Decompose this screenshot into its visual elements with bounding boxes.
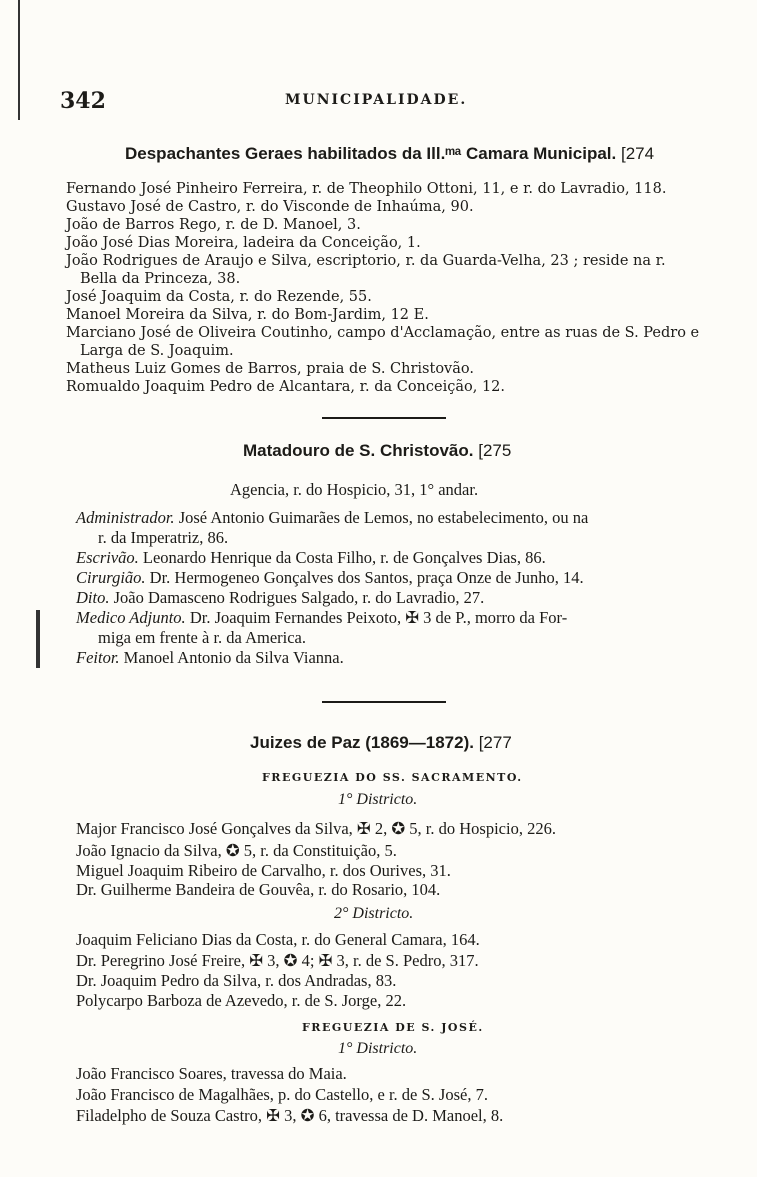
section-number: [274	[620, 144, 655, 163]
section-title	[250, 733, 512, 753]
staff-role: Medico Adjunto.	[76, 608, 186, 627]
staff-text: João Damasceno Rodrigues Salgado, r. do Lavradio, 27.	[113, 588, 485, 607]
staff-row	[76, 607, 567, 629]
list-item: Larga de S. Joaquim.	[80, 343, 234, 359]
staff-row	[76, 547, 546, 569]
judge-line: João Francisco Soares, travessa do Maia.	[76, 1064, 347, 1083]
list-item: Matheus Luiz Gomes de Barros, praia de S. Christovão.	[66, 361, 474, 377]
judge-line: Filadelpho de Souza Castro, ✠ 3, ✪ 6, travessa de D. Manoel, 8.	[76, 1106, 504, 1125]
judge-line: João Ignacio da Silva, ✪ 5, r. da Constituição, 5.	[76, 841, 397, 860]
staff-row	[76, 647, 344, 669]
staff-role: Dito.	[76, 588, 110, 607]
list-item: Romualdo Joaquim Pedro de Alcantara, r. da Conceição, 12.	[66, 379, 506, 395]
section-title-text: Juizes de Paz (1869—1872).	[250, 733, 474, 752]
divider	[322, 701, 446, 703]
judge-line: Major Francisco José Gonçalves da Silva, ✠ 2, ✪ 5, r. do Hospicio, 226.	[76, 819, 556, 838]
staff-row	[76, 507, 588, 529]
district-heading: 1° Districto.	[338, 791, 418, 808]
staff-text: miga em frente à r. da America.	[98, 628, 306, 647]
judge-line: Dr. Peregrino José Freire, ✠ 3, ✪ 4; ✠ 3, r. de S. Pedro, 317.	[76, 951, 479, 970]
staff-text: Dr. Joaquim Fernandes Peixoto, ✠ 3 de P., morro da For-	[189, 608, 568, 627]
staff-role: Feitor.	[76, 648, 120, 667]
judge-line: Dr. Joaquim Pedro da Silva, r. dos Andradas, 83.	[76, 971, 397, 990]
list-item: Gustavo José de Castro, r. do Visconde de Inhaúma, 90.	[66, 199, 474, 215]
page-header	[60, 88, 700, 118]
judge-line: Miguel Joaquim Ribeiro de Carvalho, r. dos Ourives, 31.	[76, 861, 451, 880]
margin-mark	[36, 610, 40, 668]
list-item: Fernando José Pinheiro Ferreira, r. de Theophilo Ottoni, 11, e r. do Lavradio, 118.	[66, 181, 667, 197]
staff-row	[76, 587, 484, 609]
list-item: João de Barros Rego, r. de D. Manoel, 3.	[66, 217, 361, 233]
list-item: Bella da Princeza, 38.	[80, 271, 241, 287]
parish-heading: FREGUEZIA DE S. JOSÉ.	[302, 1021, 484, 1034]
district-heading: 1° Districto.	[338, 1040, 418, 1057]
staff-role: Escrivão.	[76, 548, 139, 567]
staff-text: Leonardo Henrique da Costa Filho, r. de Gonçalves Dias, 86.	[142, 548, 546, 567]
list-item: José Joaquim da Costa, r. do Rezende, 55.	[66, 289, 372, 305]
list-item: João Rodrigues de Araujo e Silva, escriptorio, r. da Guarda-Velha, 23 ; reside na r.	[66, 253, 666, 269]
staff-row	[98, 627, 306, 649]
list-item: Manoel Moreira da Silva, r. do Bom-Jardim, 12 E.	[66, 307, 429, 323]
margin-mark	[18, 0, 20, 120]
list-item: Marciano José de Oliveira Coutinho, campo d'Acclamação, entre as ruas de S. Pedro e	[66, 325, 700, 341]
page-number: 342	[60, 88, 106, 114]
district-heading: 2° Districto.	[334, 905, 414, 922]
section-title	[243, 441, 511, 461]
staff-role: Administrador.	[76, 508, 175, 527]
judge-line: Dr. Guilherme Bandeira de Gouvêa, r. do Rosario, 104.	[76, 880, 441, 899]
divider	[322, 417, 446, 419]
staff-text: Dr. Hermogeneo Gonçalves dos Santos, praça Onze de Junho, 14.	[149, 568, 584, 587]
judge-line: João Francisco de Magalhães, p. do Castello, e r. de S. José, 7.	[76, 1085, 488, 1104]
staff-text: José Antonio Guimarães de Lemos, no estabelecimento, ou na	[178, 508, 589, 527]
judge-line: Joaquim Feliciano Dias da Costa, r. do General Camara, 164.	[76, 930, 480, 949]
staff-row	[98, 527, 228, 549]
running-title: MUNICIPALIDADE.	[285, 92, 468, 108]
section-number: [277	[478, 733, 512, 752]
staff-row	[76, 567, 584, 589]
staff-text: Manoel Antonio da Silva Vianna.	[123, 648, 344, 667]
parish-heading: FREGUEZIA DO SS. SACRAMENTO.	[262, 771, 523, 784]
list-item: João José Dias Moreira, ladeira da Conceição, 1.	[66, 235, 421, 251]
section-title	[125, 144, 654, 164]
section-title-text: Despachantes Geraes habilitados da Ill.ᵐᵃ Camara Municipal.	[125, 144, 617, 163]
agency-line: Agencia, r. do Hospicio, 31, 1° andar.	[230, 480, 479, 499]
judge-line: Polycarpo Barboza de Azevedo, r. de S. Jorge, 22.	[76, 991, 407, 1010]
staff-text: r. da Imperatriz, 86.	[98, 528, 229, 547]
section-title-text: Matadouro de S. Christovão.	[243, 441, 474, 460]
section-number: [275	[478, 441, 512, 460]
staff-role: Cirurgião.	[76, 568, 146, 587]
